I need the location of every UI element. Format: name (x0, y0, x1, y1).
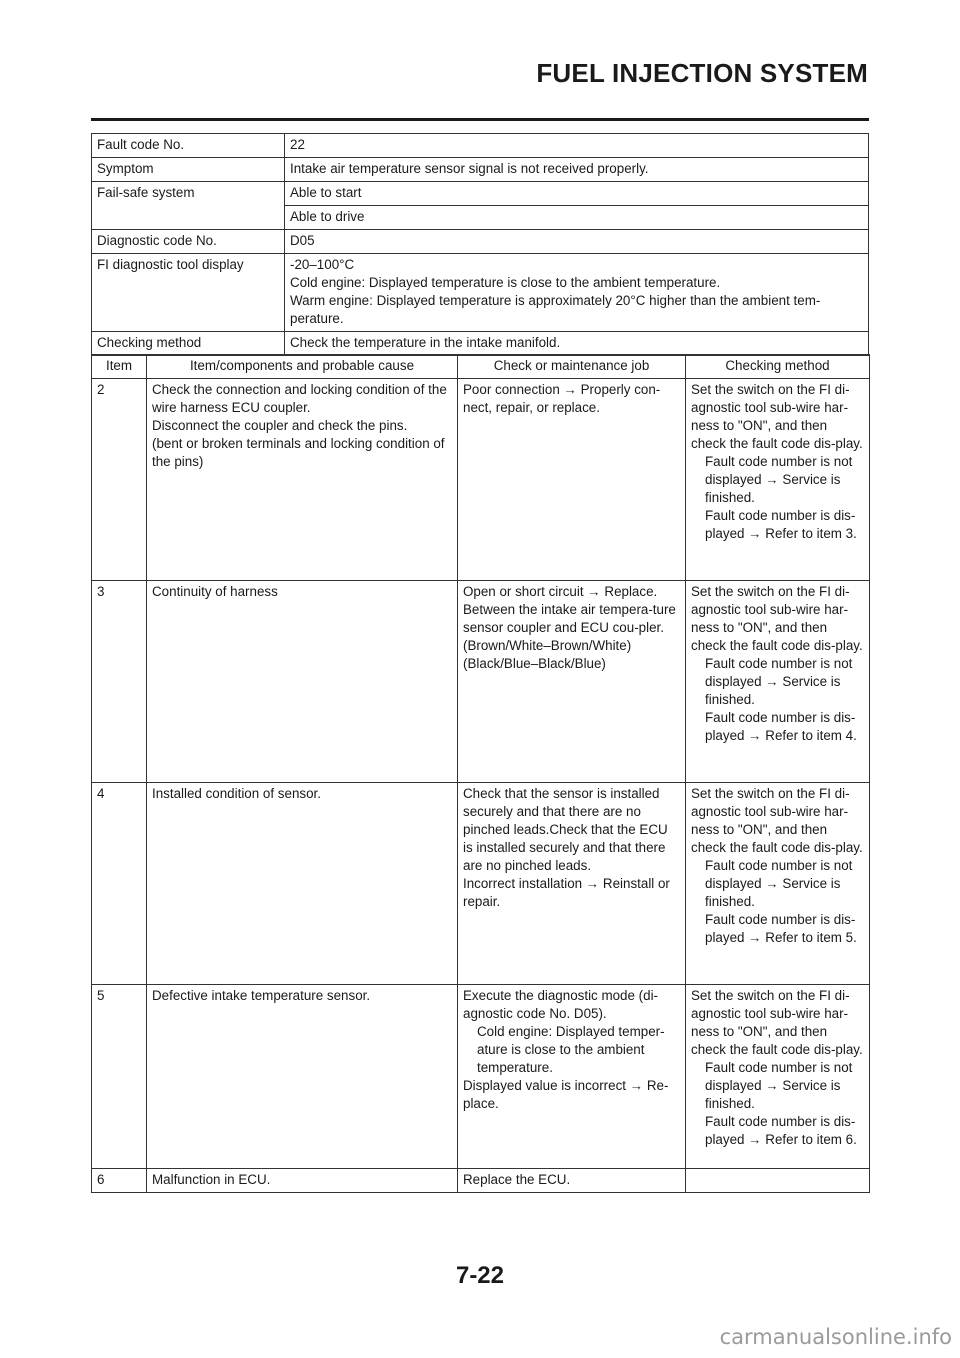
method-main: Set the switch on the FI di-agnostic tool sub-wire har-ness to "ON", and then check the fault code dis-play. (691, 584, 863, 653)
job-line: (Black/Blue–Black/Blue) (463, 656, 606, 671)
method-main: Set the switch on the FI di-agnostic tool sub-wire har-ness to "ON", and then check the fault code dis-play. (691, 382, 863, 451)
symptom-label: Symptom (92, 158, 285, 182)
row-item-number: 6 (92, 1169, 147, 1193)
cause-line: Disconnect the coupler and check the pins. (152, 418, 408, 433)
method-main: Set the switch on the FI di-agnostic tool sub-wire har-ness to "ON", and then check the fault code dis-play. (691, 988, 863, 1057)
method-ng: Fault code number is dis-played → Refer to item 4. (705, 710, 857, 743)
job-line: Open or short circuit → Replace. (463, 584, 658, 599)
job-line: Replace the ECU. (463, 1172, 571, 1187)
table-row (92, 1169, 870, 1193)
header-item: Item (92, 355, 147, 379)
header-rule (91, 118, 869, 121)
symptom-row (92, 158, 869, 182)
method-ng: Fault code number is dis-played → Refer to item 6. (705, 1114, 857, 1147)
row-cause (147, 581, 458, 783)
table-row (92, 985, 870, 1169)
watermark: carmanualsonline.info (719, 1325, 952, 1349)
fault-code-row (92, 134, 869, 158)
failsafe-value-drive: Able to drive (285, 206, 869, 230)
row-method-empty (686, 1169, 870, 1193)
page-number: 7-22 (455, 1262, 505, 1289)
table-header-row (92, 355, 870, 379)
row-method (686, 581, 870, 783)
header-job: Check or maintenance job (458, 355, 686, 379)
method-ng: Fault code number is dis-played → Refer to item 5. (705, 912, 857, 945)
cause-line: Check the connection and locking condition of the wire harness ECU coupler. (152, 382, 447, 415)
header-cause: Item/components and probable cause (147, 355, 458, 379)
row-job (458, 1169, 686, 1193)
cause-line: Defective intake temperature sensor. (152, 988, 371, 1003)
table-row (92, 581, 870, 783)
method-ok: Fault code number is not displayed → Service is finished. (705, 656, 853, 707)
checking-method-label: Checking method (92, 332, 285, 356)
failsafe-row-2 (92, 206, 869, 230)
fault-code-value: 22 (285, 134, 869, 158)
row-item-number: 4 (92, 783, 147, 985)
diag-code-row (92, 230, 869, 254)
job-line: Check that the sensor is installed securely and that there are no pinched leads.Check that the ECU is installed securely and that there are no pinched leads. (463, 786, 668, 873)
row-item-number: 5 (92, 985, 147, 1169)
diag-code-label: Diagnostic code No. (92, 230, 285, 254)
row-cause (147, 985, 458, 1169)
fi-tool-value (285, 254, 869, 332)
failsafe-value-start: Able to start (285, 182, 869, 206)
header-method: Checking method (686, 355, 870, 379)
method-ok: Fault code number is not displayed → Service is finished. (705, 858, 853, 909)
symptom-value: Intake air temperature sensor signal is not received properly. (285, 158, 869, 182)
fault-info-table (91, 133, 869, 356)
fi-tool-label: FI diagnostic tool display (92, 254, 285, 332)
cause-line: (bent or broken terminals and locking condition of the pins) (152, 436, 445, 469)
method-ok: Fault code number is not displayed → Service is finished. (705, 454, 853, 505)
job-indent-line: Cold engine: Displayed temper-ature is close to the ambient temperature. (477, 1024, 665, 1075)
method-ok: Fault code number is not displayed → Service is finished. (705, 1060, 853, 1111)
failsafe-row-1 (92, 182, 869, 206)
cause-line: Malfunction in ECU. (152, 1172, 271, 1187)
row-cause (147, 1169, 458, 1193)
job-line: Between the intake air tempera-ture sensor coupler and ECU cou-pler. (463, 602, 676, 635)
checking-method-row (92, 332, 869, 356)
page-title: FUEL INJECTION SYSTEM (536, 58, 868, 88)
row-cause (147, 379, 458, 581)
method-main: Set the switch on the FI di-agnostic tool sub-wire har-ness to "ON", and then check the fault code dis-play. (691, 786, 863, 855)
troubleshooting-table (91, 354, 870, 1193)
fi-tool-warm: Warm engine: Displayed temperature is approximately 20°C higher than the ambient tem-perature. (290, 293, 821, 326)
row-method (686, 985, 870, 1169)
row-job (458, 985, 686, 1169)
row-method (686, 783, 870, 985)
table-row (92, 783, 870, 985)
table-row (92, 379, 870, 581)
failsafe-label: Fail-safe system (92, 182, 285, 206)
diag-code-value: D05 (285, 230, 869, 254)
method-ng: Fault code number is dis-played → Refer to item 3. (705, 508, 857, 541)
cause-line: Installed condition of sensor. (152, 786, 321, 801)
job-line: Poor connection → Properly con-nect, repair, or replace. (463, 382, 661, 415)
cause-line: Continuity of harness (152, 584, 278, 599)
fault-code-label: Fault code No. (92, 134, 285, 158)
row-job (458, 783, 686, 985)
job-line: Execute the diagnostic mode (di-agnostic code No. D05). (463, 988, 659, 1021)
failsafe-label-cont (92, 206, 285, 230)
job-line: (Brown/White–Brown/White) (463, 638, 632, 653)
fi-tool-row (92, 254, 869, 332)
job-line: Incorrect installation → Reinstall or repair. (463, 876, 670, 909)
row-method (686, 379, 870, 581)
fi-tool-cold: Cold engine: Displayed temperature is close to the ambient temperature. (290, 275, 721, 290)
row-cause (147, 783, 458, 985)
fi-tool-range: -20–100°C (290, 257, 355, 272)
checking-method-value: Check the temperature in the intake manifold. (285, 332, 869, 356)
row-job (458, 379, 686, 581)
row-item-number: 3 (92, 581, 147, 783)
row-item-number: 2 (92, 379, 147, 581)
job-line: Displayed value is incorrect → Re-place. (463, 1078, 669, 1111)
row-job (458, 581, 686, 783)
